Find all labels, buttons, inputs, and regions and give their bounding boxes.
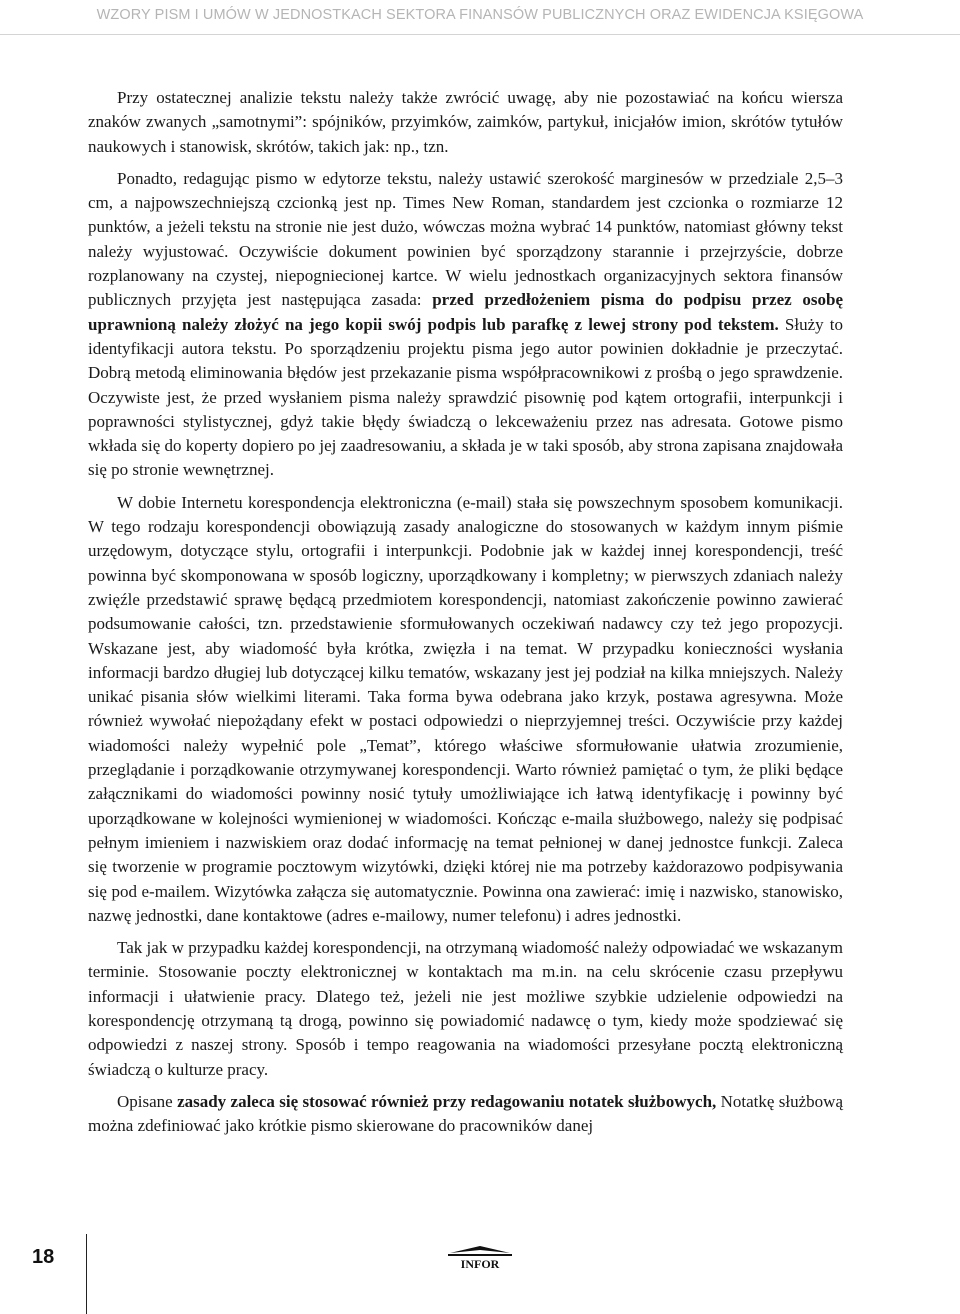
paragraph-formatting bbox=[88, 167, 843, 483]
running-header: WZORY PISM I UMÓW W JEDNOSTKACH SEKTORA FINANSÓW PUBLICZNYCH ORAZ EWIDENCJA KSIĘGOWA bbox=[0, 0, 960, 35]
paragraph-text: Służy to identyfikacji autora tekstu. Po sporządzeniu projektu pisma jego autor powinien dokładnie je przeczytać. Dobrą metodą eliminowania błędów jest przekazanie pisma współpracownikowi z prośbą o jego sprawdzenie. Oczywiste jest, że przed wysłaniem pisma należy sprawdzić pisownię pod kątem ortografii, interpunkcji i poprawności stylistycznej, gdyż takie błędy świadczą o lekceważeniu przez nas adresata. Gotowe pismo wkłada się do koperty dopiero po jej zaadresowaniu, a składa je w taki sposób, aby strona zapisana znajdowała się po stronie wewnętrznej. bbox=[88, 314, 843, 480]
page-number: 18 bbox=[32, 1246, 55, 1268]
paragraph-text: Ponadto, redagując pismo w edytorze tekstu, należy ustawić szerokość marginesów w przedziale 2,5–3 cm, a najpowszechniejszą czcionką jest np. Times New Roman, standardem jest czcionka o rozmiarze 12 punktów, a jeżeli tekstu na stronie nie jest dużo, wówczas można wybrać 14 punktów, natomiast główny tekst należy wyjustować. Oczywiście dokument powinien być sporządzony starannie i przejrzyście, dobrze rozplanowany na czystej, niepogniecionej kartce. W wielu jednostkach organizacyjnych sektora finansów publicznych przyjęta jest następująca zasada: bbox=[88, 168, 843, 310]
footer-divider bbox=[86, 1234, 87, 1314]
paragraph-email: W dobie Internetu korespondencja elektroniczna (e-mail) stała się powszechnym sposobem komunikacji. W tego rodzaju korespondencji obowiązują zasady analogiczne do stosowanych w każdym innym piśmie urzędowym, dotyczące stylu, ortografii i interpunkcji. Podobnie jak w każdej innej korespondencji, treść powinna być skomponowana w sposób logiczny, uporządkowany i kompletny; w pierwszych zdaniach należy zwięźle przedstawić sprawę będącą przedmiotem korespondencji, natomiast zakończenie powinno zawierać podsumowanie całości, tzn. przedstawienie sformułowanych oczekiwań nadawcy czy też jego propozycji. Wskazane jest, aby wiadomość była krótka, zwięzła i na temat. W przypadku konieczności wysłania informacji bardzo długiej lub dotyczącej kilku tematów, wskazany jest jej podział na kilka mniejszych. Należy unikać pisania słów wielkimi literami. Taka forma bywa odebrana jako krzyk, postawa agresywna. Może również wywołać niepożądany efekt w postaci odpowiedzi o nieprzyjemnej treści. Oczywiście przy każdej wiadomości należy wypełnić pole „Temat”, którego właściwe sformułowanie ułatwia zrozumienie, przeglądanie i porządkowanie otrzymywanej korespondencji. Warto również pamiętać o tym, że pliki będące załącznikami do wiadomości powinny nosić tytuły umożliwiające ich łatwą identyfikację i powinny być uporządkowane w kolejności wymienionej w wiadomości. Kończąc e-maila służbowego, należy się podpisać pełnym imieniem i nazwiskiem oraz dodać informację na temat pełnionej w danej jednostce funkcji. Zaleca się tworzenie w programie pocztowym wizytówki, dzięki której nie ma potrzeby każdorazowo podpisywania się pod e-mailem. Wizytówka załącza się automatycznie. Powinna ona zawierać: imię i nazwisko, stanowisko, nazwę jednostki, dane kontaktowe (adres e-mailowy, numer telefonu) i adres jednostki. bbox=[88, 492, 843, 925]
page-content bbox=[88, 86, 843, 1138]
paragraph-text: Notatkę służbową można zdefiniować jako krótkie pismo skierowane do pracowników danej bbox=[88, 1091, 843, 1136]
paragraph-notes bbox=[88, 1090, 843, 1139]
paragraph-characters: Przy ostatecznej analizie tekstu należy także zwrócić uwagę, aby nie pozostawiać na końcu wiersza znaków zwanych „samotnymi”: spójników, przyimków, zaimków, partykuł, inicjałów imion, skrótów tytułów naukowych i stanowisk, skrótów, takich jak: np., tzn. bbox=[88, 88, 843, 156]
paragraph-response: Tak jak w przypadku każdej korespondencji, na otrzymaną wiadomość należy odpowiadać we wskazanym terminie. Stosowanie poczty elektronicznej w kontaktach ma m.in. na celu skrócenie czasu przepływu informacji i ułatwienie pracy. Dlatego też, jeżeli nie jest możliwe szybkie udzielenie odpowiedzi na korespondencję otrzymaną tą drogą, powinno się powiadomić nadawcę o tym, kiedy może spodziewać się odpowiedzi z naszej strony. Sposób i tempo reagowania na wiadomości przesyłane pocztą elektroniczną świadczą o kulturze pracy. bbox=[88, 938, 843, 1079]
paragraph-text: Opisane bbox=[117, 1091, 178, 1111]
emphasized-rule: przed przedłożeniem pisma do podpisu przez osobę uprawnioną należy złożyć na jego kopii swój podpis lub parafkę z lewej strony pod tekstem. bbox=[88, 290, 843, 334]
infor-logo bbox=[444, 1244, 516, 1270]
logo-text: INFOR bbox=[460, 1257, 500, 1270]
emphasized-rule: zasady zaleca się stosować również przy redagowaniu notatek służbowych, bbox=[177, 1091, 717, 1111]
